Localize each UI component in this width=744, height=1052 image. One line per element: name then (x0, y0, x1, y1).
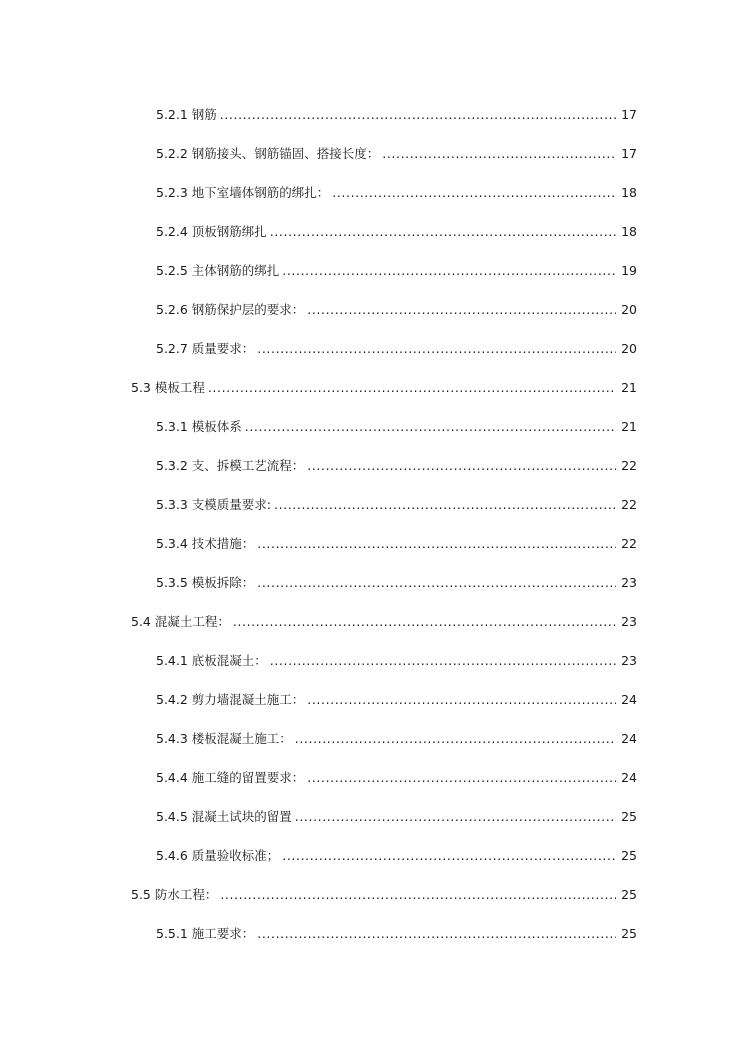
toc-entry-title: 5.3.1 模板体系 (156, 419, 242, 435)
toc-entry[interactable] (0, 720, 744, 759)
dot-leader (307, 304, 616, 317)
toc-entry[interactable] (0, 96, 744, 135)
toc-entry[interactable] (0, 525, 744, 564)
toc-entry-page: 25 (621, 809, 637, 825)
toc-entry[interactable] (0, 915, 744, 954)
toc-entry-page: 19 (621, 263, 637, 279)
toc-entry[interactable] (0, 213, 744, 252)
toc-entry[interactable] (0, 369, 744, 408)
dot-leader (382, 148, 616, 161)
dot-leader (220, 109, 616, 122)
toc-entry-title: 5.2.3 地下室墙体钢筋的绑扎： (156, 185, 330, 201)
dot-leader (307, 772, 616, 785)
dot-leader (245, 421, 616, 434)
toc-entry[interactable] (0, 837, 744, 876)
dot-leader (270, 655, 616, 668)
toc-entry-page: 21 (621, 380, 637, 396)
dot-leader (208, 382, 616, 395)
toc-entry[interactable] (0, 174, 744, 213)
toc-entry-title: 5.4 混凝土工程： (131, 614, 230, 630)
toc-entry-page: 23 (621, 575, 637, 591)
toc-entry-page: 24 (621, 770, 637, 786)
toc-entry-title: 5.4.1 底板混凝土： (156, 653, 267, 669)
toc-entry-title: 5.5.1 施工要求： (156, 926, 255, 942)
toc-entry-title: 5.2.7 质量要求： (156, 341, 255, 357)
dot-leader (257, 577, 616, 590)
toc-entry-page: 20 (621, 341, 637, 357)
toc-entry[interactable] (0, 447, 744, 486)
toc-entry-title: 5.2.2 钢筋接头、钢筋锚固、搭接长度： (156, 146, 380, 162)
toc-entry-title: 5.4.4 施工缝的留置要求： (156, 770, 305, 786)
toc-entry-title: 5.4.3 楼板混凝土施工： (156, 731, 292, 747)
toc-entry[interactable] (0, 603, 744, 642)
toc-entry-page: 25 (621, 887, 637, 903)
toc-entry-page: 17 (621, 107, 637, 123)
toc-entry[interactable] (0, 564, 744, 603)
toc-entry[interactable] (0, 135, 744, 174)
toc-entry-title: 5.3 模板工程 (131, 380, 205, 396)
dot-leader (282, 265, 616, 278)
dot-leader (282, 850, 616, 863)
toc-entry[interactable] (0, 252, 744, 291)
dot-leader (295, 811, 616, 824)
toc-entry-title: 5.3.5 模板拆除： (156, 575, 255, 591)
toc-entry-page: 23 (621, 614, 637, 630)
toc-entry-page: 24 (621, 731, 637, 747)
toc-entry-title: 5.3.2 支、拆模工艺流程： (156, 458, 305, 474)
toc-entry-page: 25 (621, 848, 637, 864)
toc-entry-page: 23 (621, 653, 637, 669)
toc-entry-title: 5.5 防水工程： (131, 887, 218, 903)
toc-entry[interactable] (0, 486, 744, 525)
toc-entry-title: 5.2.6 钢筋保护层的要求： (156, 302, 305, 318)
toc-entry-title: 5.4.2 剪力墙混凝土施工： (156, 692, 305, 708)
toc-entry-page: 22 (621, 497, 637, 513)
toc-entry-page: 20 (621, 302, 637, 318)
dot-leader (295, 733, 616, 746)
toc-entry[interactable] (0, 759, 744, 798)
dot-leader (307, 460, 616, 473)
toc-entry-page: 22 (621, 536, 637, 552)
toc-entry-page: 25 (621, 926, 637, 942)
dot-leader (274, 499, 616, 512)
dot-leader (233, 616, 616, 629)
toc-entry-page: 18 (621, 185, 637, 201)
toc-entry[interactable] (0, 330, 744, 369)
table-of-contents (0, 96, 744, 954)
toc-entry[interactable] (0, 291, 744, 330)
toc-entry[interactable] (0, 642, 744, 681)
toc-entry[interactable] (0, 681, 744, 720)
toc-entry-title: 5.2.5 主体钢筋的绑扎 (156, 263, 280, 279)
dot-leader (332, 187, 616, 200)
toc-entry-page: 17 (621, 146, 637, 162)
toc-entry-title: 5.2.4 顶板钢筋绑扎 (156, 224, 267, 240)
toc-entry-title: 5.3.4 技术措施： (156, 536, 255, 552)
dot-leader (220, 889, 616, 902)
toc-entry-page: 22 (621, 458, 637, 474)
dot-leader (307, 694, 616, 707)
toc-entry-title: 5.4.6 质量验收标准； (156, 848, 280, 864)
toc-entry[interactable] (0, 798, 744, 837)
dot-leader (270, 226, 616, 239)
toc-entry[interactable] (0, 876, 744, 915)
toc-entry-title: 5.4.5 混凝土试块的留置 (156, 809, 292, 825)
toc-entry-page: 21 (621, 419, 637, 435)
dot-leader (257, 343, 616, 356)
toc-entry-title: 5.2.1 钢筋 (156, 107, 217, 123)
dot-leader (257, 928, 616, 941)
toc-entry-title: 5.3.3 支模质量要求: (156, 497, 271, 513)
toc-entry-page: 24 (621, 692, 637, 708)
dot-leader (257, 538, 616, 551)
toc-entry[interactable] (0, 408, 744, 447)
toc-entry-page: 18 (621, 224, 637, 240)
